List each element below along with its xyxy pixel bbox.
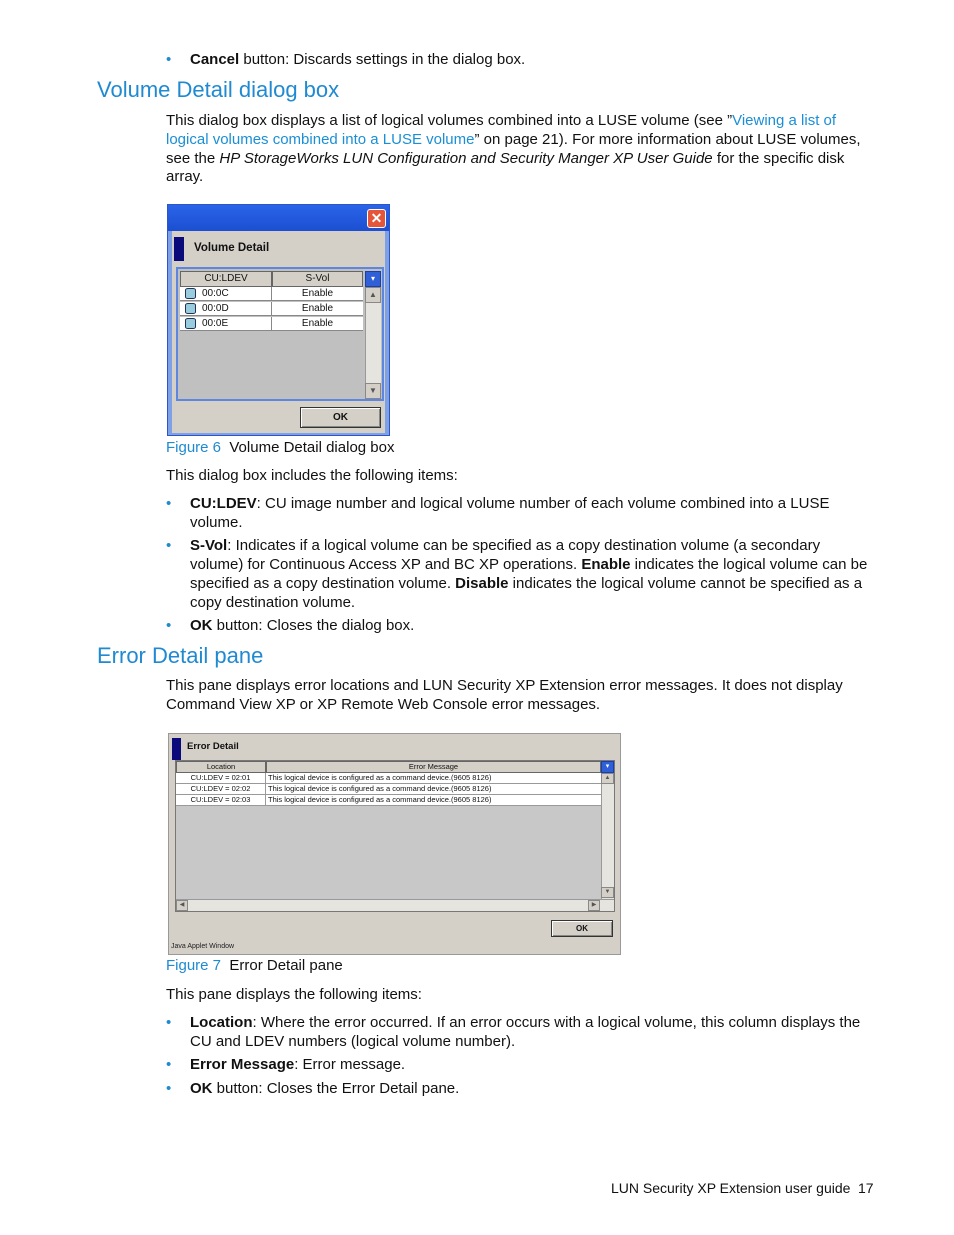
volume-icon	[185, 303, 196, 314]
includes-text: This dialog box includes the following items:	[166, 467, 458, 484]
table-row[interactable]: CU:LDEV = 02:02 This logical device is configured as a command device.(9605 8126)	[176, 784, 601, 795]
section-heading: Volume Detail dialog box	[97, 77, 340, 102]
dialog-client-area	[172, 231, 385, 433]
vertical-scrollbar[interactable]	[365, 287, 381, 399]
vertical-scrollbar[interactable]	[601, 773, 614, 899]
table-row[interactable]: 00:0E Enable	[180, 317, 363, 331]
list-item: • OK button: Closes the Error Detail pane.	[166, 1079, 460, 1097]
scroll-right-icon[interactable]: ▶	[588, 900, 600, 911]
error-detail-pane	[168, 733, 621, 955]
table-row[interactable]: CU:LDEV = 02:03 This logical device is configured as a command device.(9605 8126)	[176, 795, 601, 806]
column-header-culdev[interactable]: CU:LDEV	[180, 271, 272, 287]
list-item: • Location: Where the error occurred. If an error occurs with a logical volume, this column displays the CU and LDEV numbers (logical volume number).	[166, 1014, 861, 1050]
table-row[interactable]: CU:LDEV = 02:01 This logical device is configured as a command device.(9605 8126)	[176, 773, 601, 784]
section-paragraph: This pane displays error locations and LUN Security XP Extension error messages. It does not display Command View XP or XP Remote Web Console error messages.	[166, 677, 843, 713]
close-icon[interactable]: ✕	[367, 209, 386, 228]
list-item: • Error Message: Error message.	[166, 1056, 406, 1074]
table-row[interactable]: 00:0C Enable	[180, 287, 363, 301]
intro-bullet-list	[166, 51, 876, 74]
applet-status-text: Java Applet Window	[171, 943, 235, 950]
scroll-up-icon[interactable]: ▲	[601, 773, 614, 784]
header-accent-bar	[172, 738, 181, 760]
bullet-icon: •	[166, 495, 172, 512]
horizontal-scrollbar[interactable]	[176, 899, 614, 911]
section1-bullet-list	[166, 495, 876, 640]
pane-title: Error Detail	[187, 741, 239, 752]
column-header-svol[interactable]: S-Vol	[272, 271, 363, 287]
volume-table	[176, 267, 384, 401]
bullet-icon: •	[166, 1014, 172, 1031]
figure-caption: Figure 7 Error Detail pane	[166, 957, 343, 974]
dialog-titlebar	[168, 205, 389, 231]
section2-bullet-list	[166, 1014, 876, 1103]
scroll-down-icon[interactable]: ▼	[365, 383, 381, 399]
ok-button[interactable]: OK	[300, 407, 381, 428]
volume-icon	[185, 288, 196, 299]
bullet-icon: •	[166, 537, 172, 555]
list-item: • Cancel button: Discards settings in the dialog box.	[166, 51, 526, 68]
section-paragraph: This dialog box displays a list of logical volumes combined into a LUSE volume (see ”Viewing a list of logical volumes combined into a LUSE volume” on page 21). For more information about LUSE volumes, see the HP StorageWorks LUN Configuration and Security Manger XP User Guide for the specific disk array.	[166, 112, 861, 186]
footer-title: LUN Security XP Extension user guide	[611, 1180, 851, 1196]
column-header-error-message[interactable]: Error Message	[266, 761, 601, 773]
column-header-location[interactable]: Location	[176, 761, 266, 773]
ok-button[interactable]: OK	[551, 920, 613, 937]
bullet-icon: •	[166, 51, 172, 68]
list-item: • S-Vol: Indicates if a logical volume can be specified as a copy destination volume (a secondary volume) for Continuous Access XP and BC XP operations. Enable indicates the logical volume can be specified as a copy destination volume. Disable indicates the logical volume cannot be specified as a copy destination volume.	[166, 537, 868, 611]
error-table	[175, 760, 615, 912]
section-heading: Error Detail pane	[97, 643, 264, 668]
page-number: 17	[858, 1180, 874, 1196]
dialog-title: Volume Detail	[194, 242, 270, 254]
volume-detail-dialog	[167, 204, 390, 436]
volume-icon	[185, 318, 196, 329]
table-row[interactable]: 00:0D Enable	[180, 302, 363, 316]
column-menu-icon[interactable]: ▾	[601, 761, 614, 773]
bullet-icon: •	[166, 616, 172, 634]
scroll-up-icon[interactable]: ▲	[365, 287, 381, 303]
scroll-down-icon[interactable]: ▼	[601, 887, 614, 898]
cross-reference-link[interactable]: Viewing a list of logical volumes combined into a LUSE volume	[166, 112, 837, 148]
header-accent-bar	[174, 237, 184, 261]
scroll-left-icon[interactable]: ◀	[176, 900, 188, 911]
displays-text: This pane displays the following items:	[166, 986, 422, 1003]
figure-caption: Figure 6 Volume Detail dialog box	[166, 439, 395, 456]
list-item: • OK button: Closes the dialog box.	[166, 616, 415, 634]
bullet-icon: •	[166, 1079, 172, 1097]
bullet-icon: •	[166, 1056, 172, 1074]
column-menu-icon[interactable]: ▾	[365, 271, 381, 287]
list-item: • CU:LDEV: CU image number and logical volume number of each volume combined into a LUSE volume.	[166, 495, 830, 531]
